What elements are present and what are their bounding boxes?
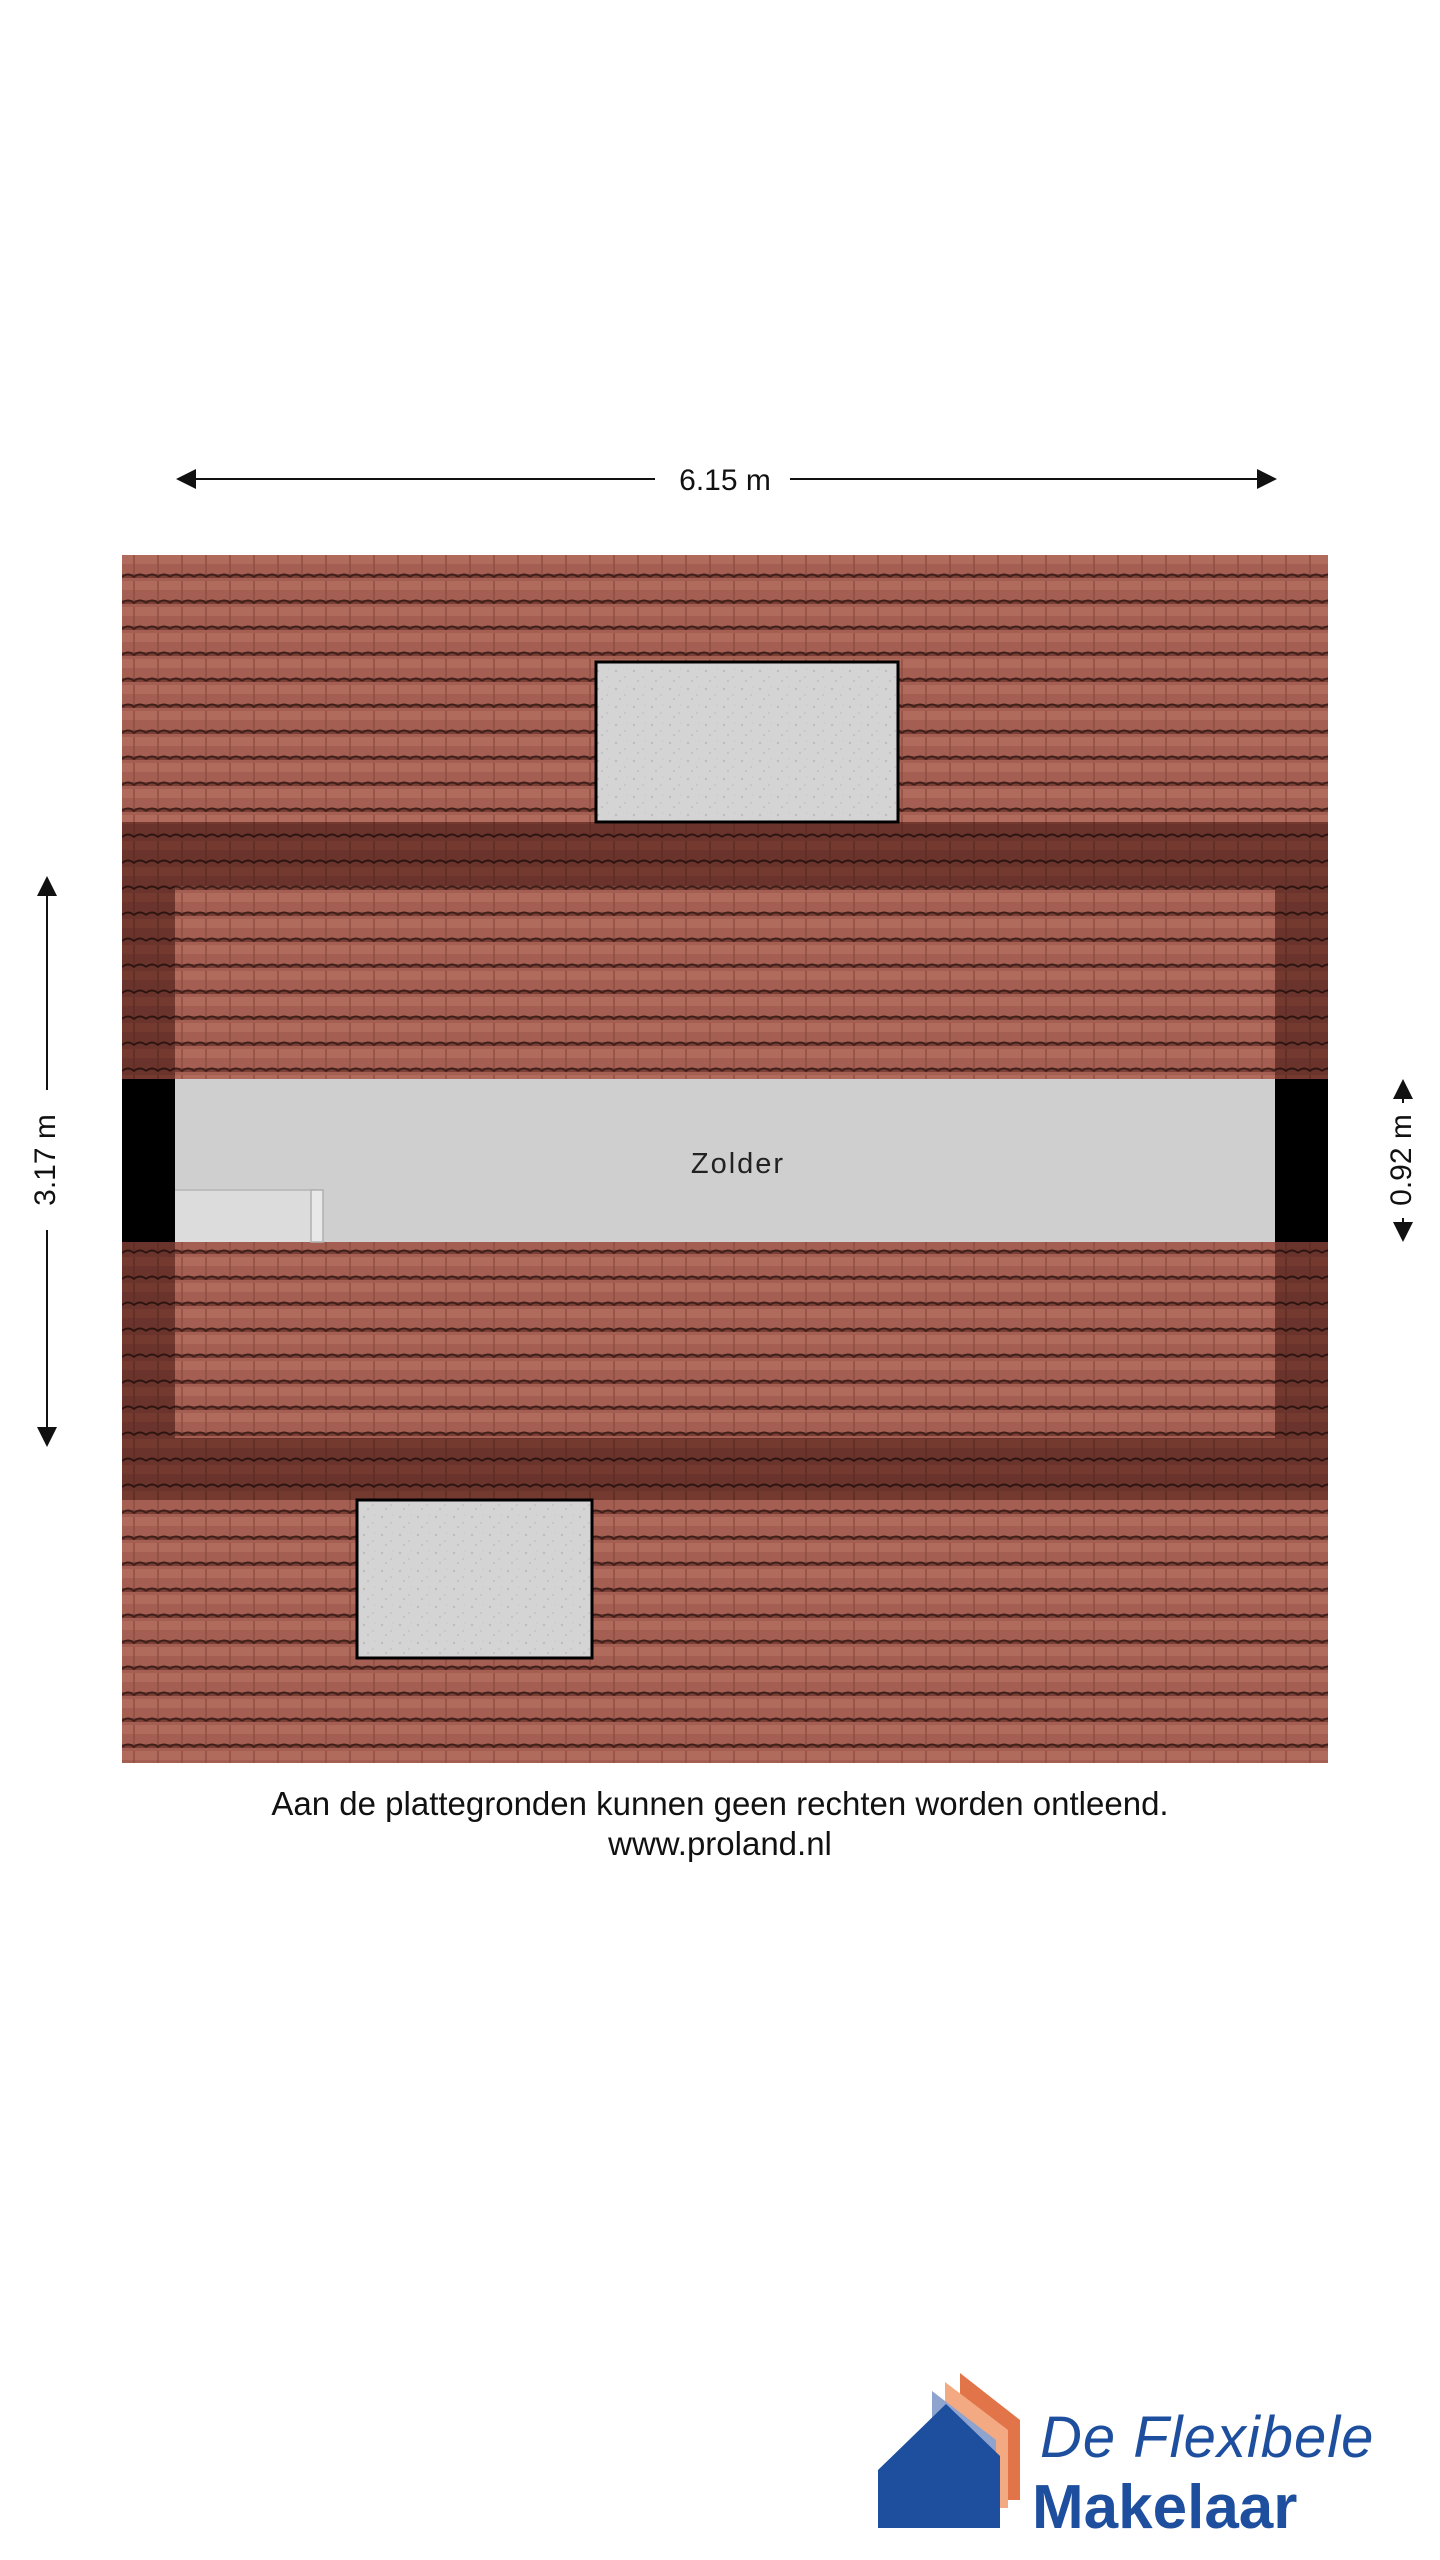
headroom-dimension-label: 0.92 m: [1384, 1114, 1418, 1206]
roof-window-bottom: [357, 1500, 592, 1658]
roof-window-top: [596, 662, 898, 822]
logo-line-1: De Flexibele: [1040, 2405, 1375, 2470]
left-end-wall: [122, 1079, 175, 1242]
right-end-wall: [1275, 1079, 1328, 1242]
stair-hatch: [175, 1190, 323, 1242]
website-link[interactable]: www.proland.nl: [608, 1825, 832, 1862]
width-dimension: [178, 464, 1275, 497]
disclaimer-text: Aan de plattegronden kunnen geen rechten worden ontleend.: [271, 1785, 1169, 1822]
house-logo-icon: [878, 2373, 1020, 2528]
depth-dimension-label: 3.17 m: [28, 1114, 62, 1206]
depth-dimension: [29, 878, 62, 1445]
width-dimension-label: 6.15 m: [679, 464, 771, 497]
headroom-dimension: [1385, 1081, 1418, 1240]
logo-line-2: Makelaar: [1032, 2473, 1298, 2542]
room-label: Zolder: [690, 1148, 786, 1180]
